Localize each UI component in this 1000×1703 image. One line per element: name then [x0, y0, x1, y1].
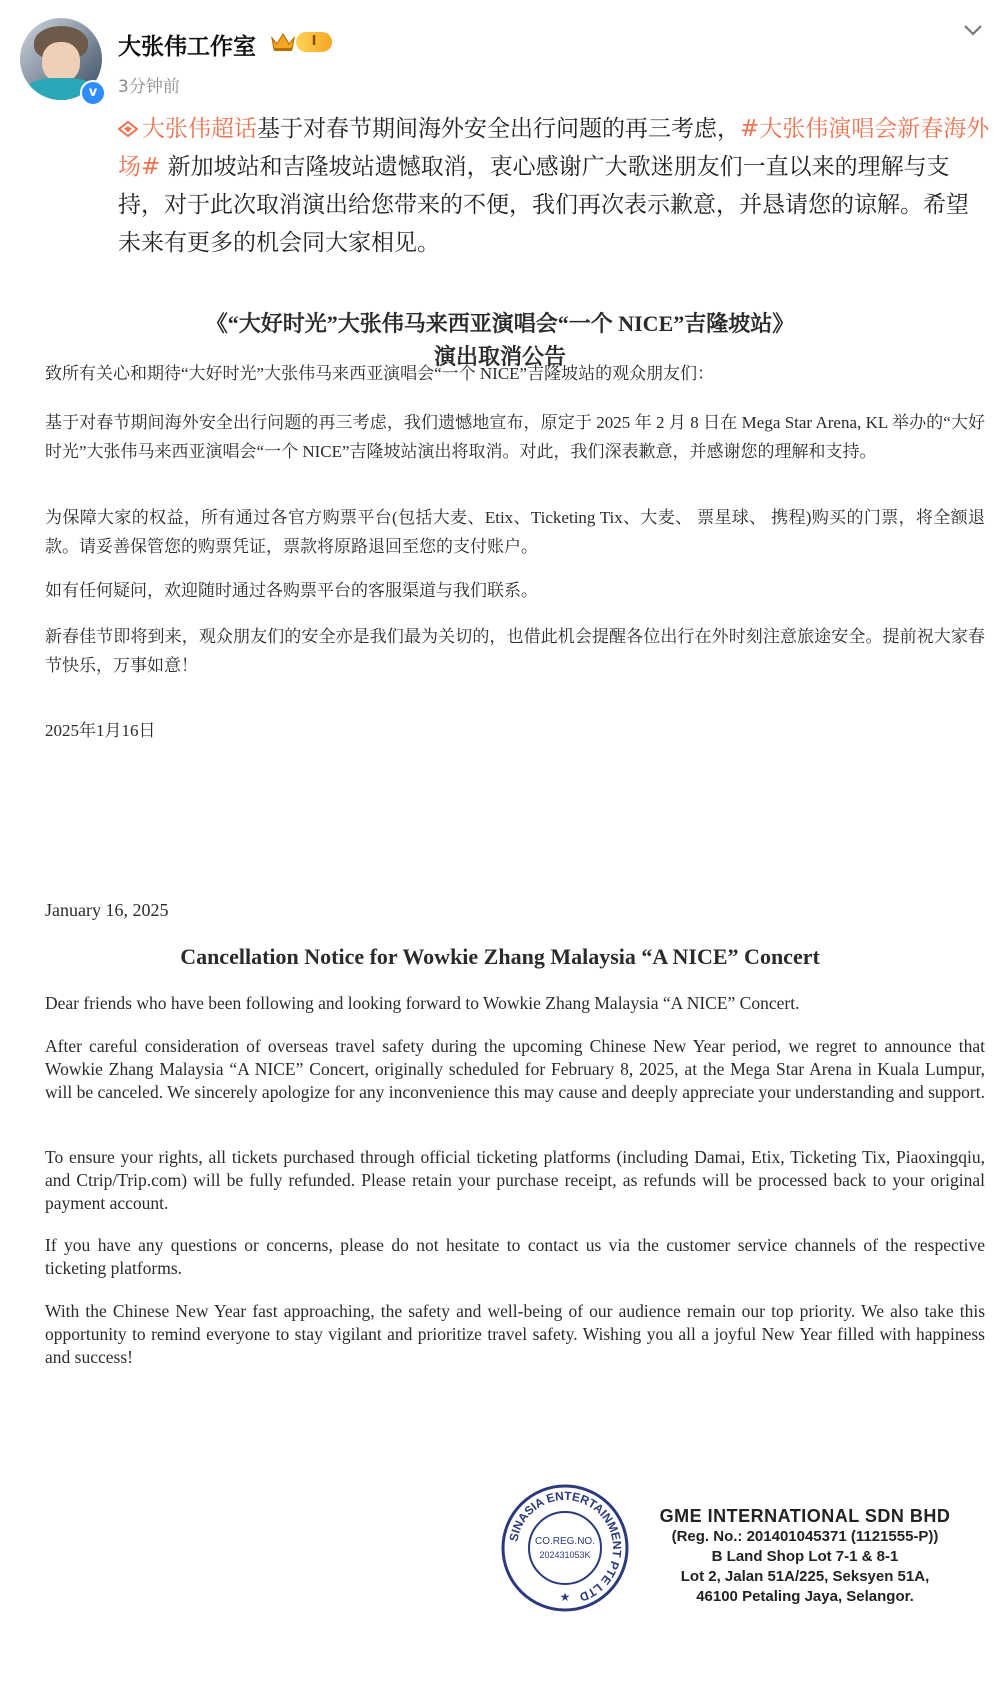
cn-title-line1: 《“大好时光”大张伟马来西亚演唱会“一个 NICE”吉隆坡站》 — [205, 311, 795, 336]
account-name[interactable]: 大张伟工作室 — [118, 34, 256, 60]
cn-para-4: 新春佳节即将到来，观众朋友们的安全亦是我们最为关切的，也借此机会提醒各位出行在外时刻注意旅途安全。提前祝大家春节快乐，万事如意！ — [45, 627, 985, 675]
en-para-1: After careful consideration of overseas travel safety during the upcoming Chinese New Year period, we regret to announce that Wowkie Zhang Malaysia “A NICE” Concert, originally scheduled for February 8, 2025, at the Mega Star Arena in Kuala Lumpur, will be canceled. We sincerely apologize for any inconvenience this may cause and deeply appreciate your understanding and support. — [45, 1036, 986, 1102]
en-para-2: To ensure your rights, all tickets purchased through official ticketing platforms (including Damai, Etix, Ticketing Tix, Piaoxingqiu, and Ctrip/Trip.com) will be fully refunded. Please retain your purchase receipt, as refunds will be processed back to your original payment account. — [45, 1147, 985, 1213]
post-text-a: 基于对春节期间海外安全出行问题的再三考虑， — [257, 116, 740, 142]
hashtag-link[interactable]: #大张伟演唱会新春海外场# — [118, 116, 990, 180]
verified-icon: v — [80, 80, 106, 106]
en-title: Cancellation Notice for Wowkie Zhang Malaysia “A NICE” Concert — [180, 944, 820, 969]
cn-greeting: 致所有关心和期待“大好时光”大张伟马来西亚演唱会“一个 NICE”吉隆坡站的观众朋友们： — [45, 364, 715, 383]
seal-line-2: 202431053K — [539, 1550, 591, 1560]
en-date: January 16, 2025 — [45, 900, 169, 920]
post-body — [118, 110, 990, 262]
post-header — [0, 0, 1000, 110]
level-badge: I — [296, 32, 332, 52]
chevron-down-icon[interactable] — [962, 22, 984, 38]
seal-line-1: CO.REG.NO. — [534, 1536, 596, 1547]
company-name: GME INTERNATIONAL SDN BHD — [659, 1506, 951, 1526]
en-para-3: If you have any questions or concerns, please do not hesitate to contact us via the customer service channels of the respective ticketing platforms. — [45, 1235, 985, 1278]
company-address-1: B Land Shop Lot 7-1 & 8-1 — [711, 1548, 899, 1565]
cn-para-1: 基于对春节期间海外安全出行问题的再三考虑，我们遗憾地宣布，原定于 2025 年 2 月 8 日在 Mega Star Arena, KL 举办的“大好时光”大张伟马来西亚演唱会“一个 NICE”吉隆坡站演出将取消。对此，我们深表歉意，并感谢您的理解和支持。 — [45, 413, 985, 461]
cn-title-line2: 演出取消公告 — [433, 344, 566, 369]
company-signature — [640, 1506, 970, 1607]
post-text-b: 新加坡站和吉隆坡站遗憾取消，衷心感谢广大歌迷朋友们一直以来的理解与支持，对于此次取消演出给您带来的不便，我们再次表示歉意，并恳请您的谅解。希望未来有更多的机会同大家相见。 — [118, 154, 969, 256]
post-timestamp: 3分钟前 — [118, 77, 180, 97]
en-para-4: With the Chinese New Year fast approaching, the safety and well-being of our audience remain our top priority. We also take this opportunity to remind everyone to stay vigilant and prioritize travel safety. Wishing you all a joyful New Year filled with happiness and success! — [45, 1301, 985, 1367]
supertopic-label: 大张伟超话 — [142, 116, 257, 142]
company-seal — [500, 1483, 630, 1613]
cn-para-3: 如有任何疑问，欢迎随时通过各购票平台的客服渠道与我们联系。 — [45, 581, 538, 600]
notice-image[interactable] — [0, 270, 1000, 1703]
cn-para-2: 为保障大家的权益，所有通过各官方购票平台(包括大麦、Etix、Ticketing Tix、大麦、 票星球、 携程)购买的门票，将全额退款。请妥善保管您的购票凭证，票款将原路退回至您的支付账户。 — [45, 508, 985, 556]
company-address-3: 46100 Petaling Jaya, Selangor. — [696, 1588, 914, 1605]
company-address-2: Lot 2, Jalan 51A/225, Seksyen 51A, — [680, 1568, 930, 1585]
supertopic-icon — [118, 121, 138, 137]
supertopic-link[interactable] — [118, 116, 257, 142]
seal-star: ★ — [559, 1590, 571, 1604]
company-reg: (Reg. No.: 201401045371 (1121555-P)) — [671, 1528, 939, 1545]
cn-date: 2025年1月16日 — [45, 721, 156, 740]
seal-ring-text: SINASIA ENTERTAINMENT PTE LTD — [506, 1488, 625, 1605]
crown-icon — [270, 30, 296, 52]
en-greeting: Dear friends who have been following and looking forward to Wowkie Zhang Malaysia “A NICE” Concert. — [45, 993, 800, 1013]
